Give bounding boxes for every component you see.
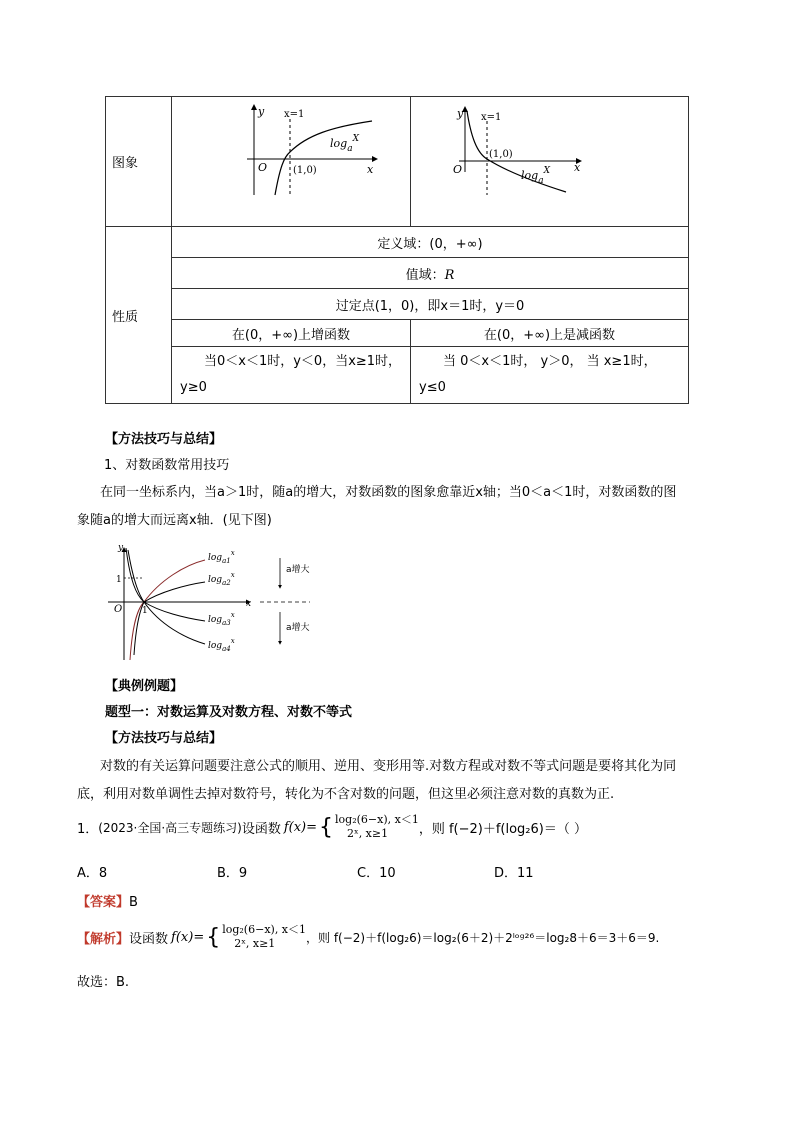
properties-table <box>105 96 689 404</box>
left-case-line1: 当0＜x＜1时，y＜0，当x≥1时， <box>204 354 402 369</box>
analysis-label: 【解析】 <box>77 931 130 947</box>
origin-label: O <box>453 163 463 176</box>
option-a: A．8 <box>77 866 108 881</box>
left-case-cell <box>172 347 411 404</box>
left-case-line2: y≥0 <box>180 380 207 395</box>
analysis-prefix: 设函数 <box>129 931 169 947</box>
graph-increasing <box>172 97 411 222</box>
question-number: 1． <box>77 821 99 837</box>
fig-one-x: 1 <box>142 606 148 616</box>
row-label-props: 性质 <box>106 227 172 404</box>
fig-one-y: 1 <box>116 575 122 585</box>
origin-label: O <box>258 161 268 174</box>
decreasing-cell: 在(0，+∞)上是减函数 <box>411 320 689 347</box>
row-label-image: 图象 <box>106 97 172 227</box>
arrow-top-label: a增大 <box>286 565 310 575</box>
question-case-2: 2ˣ, x≥1 <box>347 827 389 840</box>
fig-y-label: y <box>118 543 124 553</box>
fig-label-a4: $\log_{a4}^x$ <box>208 637 235 653</box>
question-suffix: ，则 f(−2)＋f(log₂6)＝（ ） <box>418 821 587 837</box>
range-cell: 值域：R <box>172 258 689 289</box>
fig-label-a3: $\log_{a3}^x$ <box>208 611 235 627</box>
analysis-case-1: log₂(6−x), x＜1 <box>222 923 307 936</box>
x1-label: x=1 <box>481 112 502 123</box>
answer-value: B <box>129 895 138 910</box>
point-label: (1,0) <box>293 165 317 176</box>
fig-x-label: x <box>246 599 252 609</box>
analysis-line <box>77 923 659 951</box>
arrow-bottom-label: a增大 <box>286 623 310 633</box>
domain-cell: 定义域：(0，+∞) <box>172 227 689 258</box>
fig-label-a1: $\log_{a1}^x$ <box>208 549 235 565</box>
section-heading-tips: 【方法技巧与总结】 <box>105 432 223 447</box>
log-label: $\log_a^X$ <box>330 134 359 154</box>
tips-para-line1: 在同一坐标系内，当a＞1时，随a的增大，对数函数的图象愈靠近x轴；当0＜a＜1时，对数函数的图 <box>100 485 677 500</box>
log-family-figure <box>100 540 320 670</box>
x-label: x <box>367 163 374 176</box>
question-prefix: 设函数 <box>241 821 281 837</box>
graph-increasing-cell <box>172 97 411 227</box>
tips-item-1: 1、对数函数常用技巧 <box>104 458 230 473</box>
answer-label: 【答案】 <box>77 895 130 910</box>
option-b: B．9 <box>217 866 248 881</box>
question-source: (2023·全国·高三专题练习) <box>98 820 242 835</box>
point-label: (1,0) <box>489 149 513 160</box>
question-options <box>77 862 637 881</box>
option-c: C．10 <box>357 866 396 881</box>
fixed-point-cell: 过定点(1，0)，即x＝1时，y＝0 <box>172 289 689 320</box>
summary-para-line1: 对数的有关运算问题要注意公式的顺用、逆用、变形用等.对数方程或对数不等式问题是要将其化为同 <box>100 759 677 774</box>
question-brace: { <box>319 814 334 840</box>
graph-decreasing-cell <box>411 97 689 227</box>
increasing-cell: 在(0，+∞)上增函数 <box>172 320 411 347</box>
x-label: x <box>574 161 581 174</box>
question-fx: f(x)= <box>283 819 318 835</box>
right-case-line2: y≤0 <box>419 380 446 395</box>
analysis-brace: { <box>206 924 221 950</box>
analysis-cases <box>222 923 306 951</box>
y-label: y <box>258 105 265 118</box>
summary-para-line2: 底，利用对数单调性去掉对数符号，转化为不含对数的问题，但这里必须注意对数的真数为正. <box>77 787 615 802</box>
x1-label: x=1 <box>284 109 305 120</box>
analysis-case-2: 2ˣ, x≥1 <box>234 937 276 950</box>
fig-origin: O <box>114 604 123 615</box>
graph-decreasing <box>411 97 689 222</box>
section-heading-summary: 【方法技巧与总结】 <box>105 731 223 746</box>
question-stem <box>77 813 587 841</box>
tips-para-line2: 象随a的增大而远离x轴．(见下图) <box>77 513 272 528</box>
question-cases <box>335 813 419 841</box>
log-curve-decreasing <box>467 111 566 192</box>
right-case-line1: 当 0＜x＜1时， y＞0， 当 x≥1时， <box>443 354 657 369</box>
conclusion: 故选：B. <box>77 975 130 990</box>
question-case-1: log₂(6−x), x＜1 <box>335 813 419 826</box>
analysis-fx: f(x)= <box>171 929 205 945</box>
curve-a2 <box>134 582 205 655</box>
type-title: 题型一：对数运算及对数方程、对数不等式 <box>105 705 353 720</box>
section-heading-examples: 【典例例题】 <box>105 679 184 694</box>
fig-label-a2: $\log_{a2}^x$ <box>208 571 235 587</box>
y-label: y <box>457 107 464 120</box>
option-d: D．11 <box>494 866 534 881</box>
answer-line <box>77 891 138 910</box>
log-label: $\log_a^X$ <box>521 166 550 186</box>
analysis-suffix: ，则 f(−2)＋f(log₂6)＝log₂(6＋2)＋2ˡᵒᵍ²⁶＝log₂8＋6＝3＋6＝9. <box>306 930 660 945</box>
right-case-cell <box>411 347 689 404</box>
